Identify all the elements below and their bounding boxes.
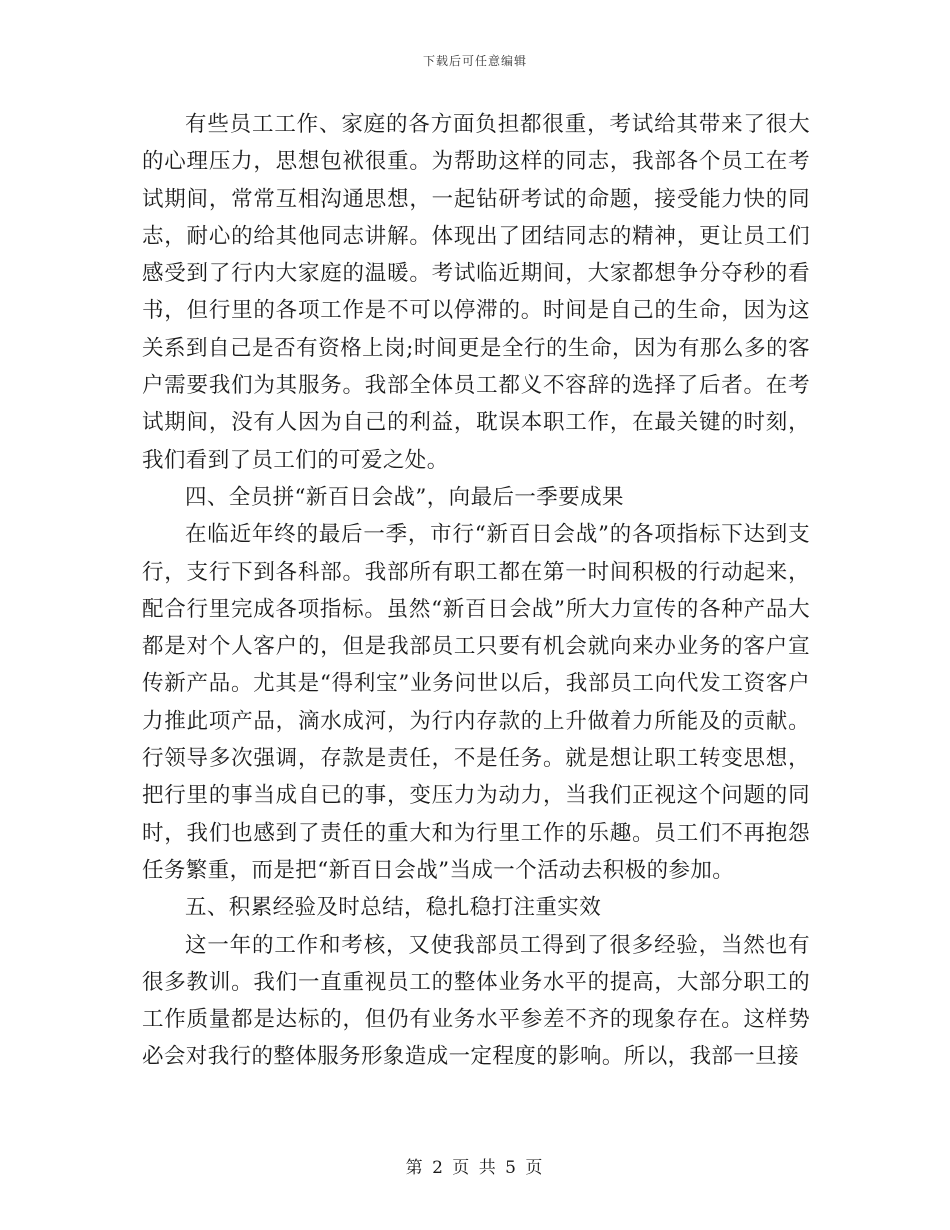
section-heading-5: 五、积累经验及时总结，稳扎稳打注重实效 xyxy=(185,895,602,921)
section-heading-4: 四、全员拼“新百日会战”，向最后一季要成果 xyxy=(185,484,624,510)
paragraph-employee-support: 有些员工工作、家庭的各方面负担都很重，考试给其带来了很大的心理压力，思想包袱很重。为帮助这样的同志，我部各个员工在考试期间，常常互相沟通思想，一起钻研考试的命题，接受能力快的同志，耐心的给其他同志讲解。体现出了团结同志的精神，更让员工们感受到了行内大家庭的温暖。考试临近期间，大家都想争分夺秒的看书，但行里的各项工作是不可以停滞的。时间是自己的生命，因为这关系到自己是否有资格上岗;时间更是全行的生命，因为有那么多的客户需要我们为其服务。我部全体员工都义不容辞的选择了后者。在考试期间，没有人因为自己的利益，耽误本职工作，在最关键的时刻，我们看到了员工们的可爱之处。 xyxy=(142,112,810,473)
page-header: 下载后可任意编辑 xyxy=(422,54,527,68)
paragraph-experience-summary: 这一年的工作和考核，又使我部员工得到了很多经验，当然也有很多教训。我们一直重视员工的整体业务水平的提高，大部分职工的工作质量都是达标的，但仍有业务水平参差不齐的现象存在。这样势必会对我行的整体服务形象造成一定程度的影响。所以，我部一旦接 xyxy=(142,932,810,1070)
paragraph-hundred-day-campaign: 在临近年终的最后一季，市行“新百日会战”的各项指标下达到支行，支行下到各科部。我部所有职工都在第一时间积极的行动起来，配合行里完成各项指标。虽然“新百日会战”所大力宣传的各种产品大都是对个人客户的，但是我部员工只要有机会就向来办业务的客户宣传新产品。尤其是“得利宝”业务问世以后，我部员工向代发工资客户力推此项产品，滴水成河，为行内存款的上升做着力所能及的贡献。行领导多次强调，存款是责任，不是任务。就是想让职工转变思想，把行里的事当成自已的事，变压力为动力，当我们正视这个问题的同时，我们也感到了责任的重大和为行里工作的乐趣。员工们不再抱怨任务繁重，而是把“新百日会战”当成一个活动去积极的参加。 xyxy=(142,522,810,883)
page-number-footer: 第 2 页 共 5 页 xyxy=(405,1158,545,1178)
document-body xyxy=(142,106,810,1076)
